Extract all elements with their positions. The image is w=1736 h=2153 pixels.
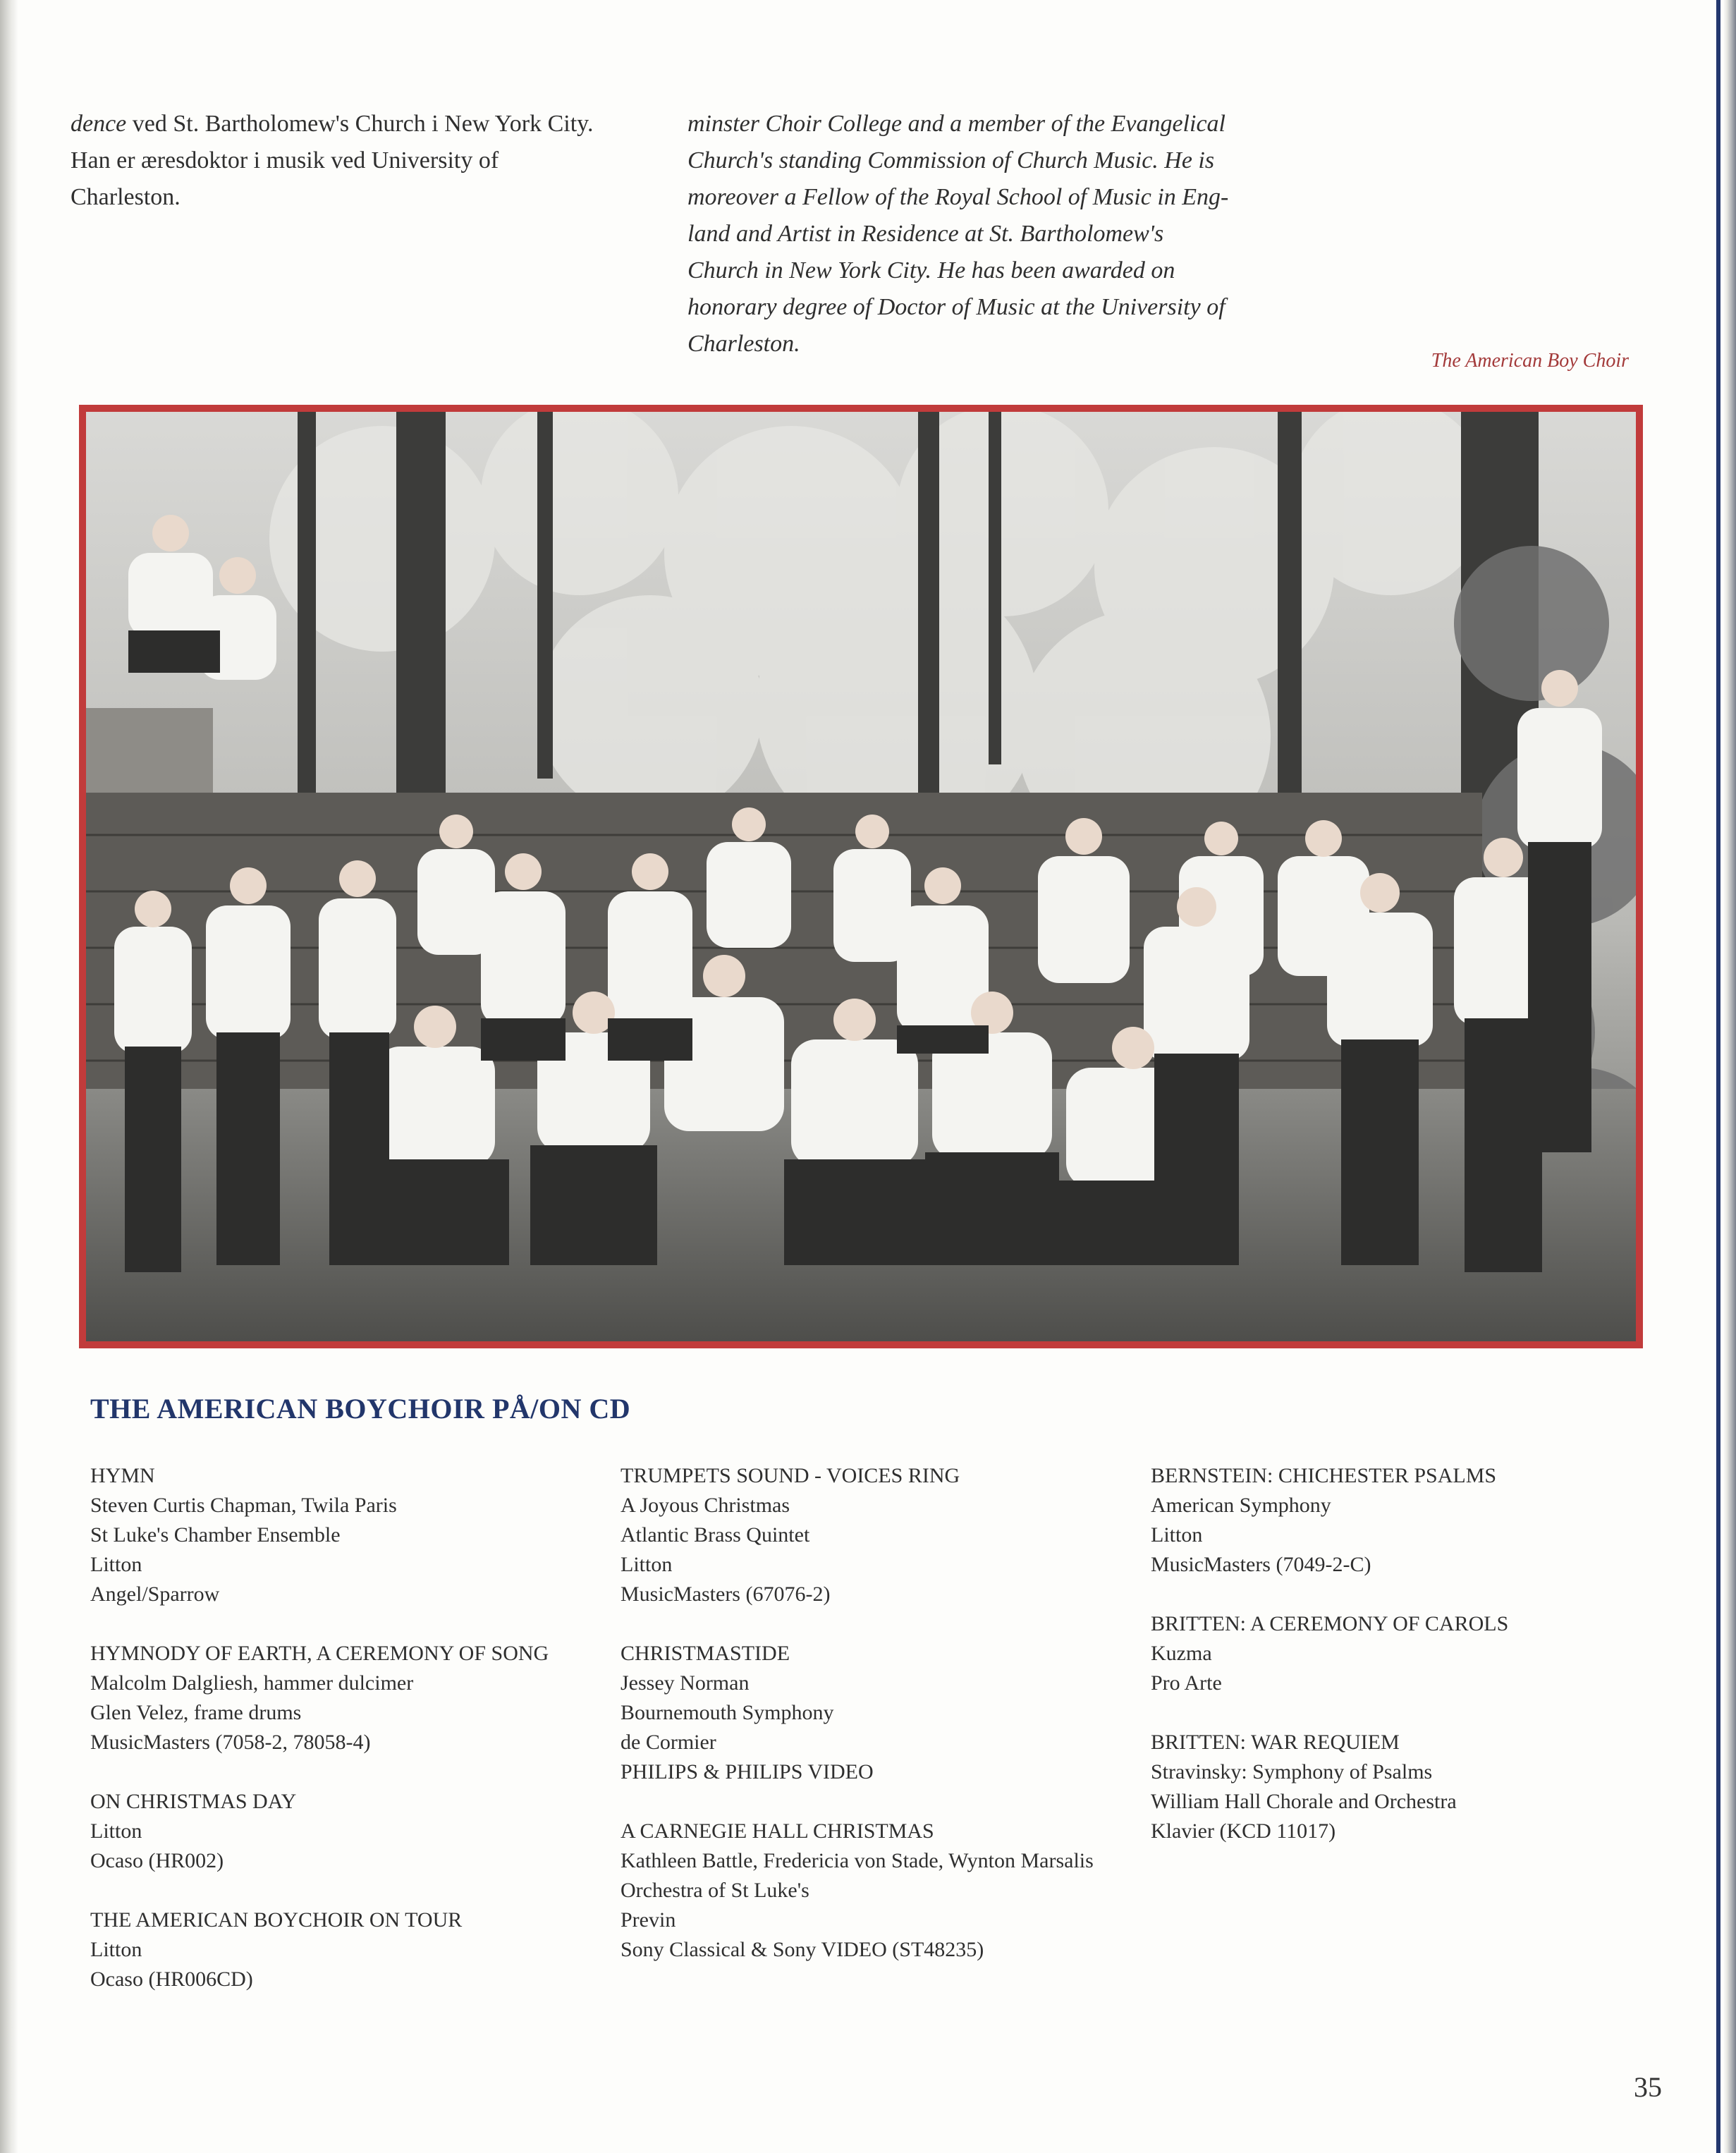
album-detail: Steven Curtis Chapman, Twila Paris xyxy=(90,1494,397,1517)
album-title: ON CHRISTMAS DAY xyxy=(90,1790,297,1813)
english-bio-line: moreover a Fellow of the Royal School of Music in Eng- xyxy=(687,184,1229,210)
album-title: BERNSTEIN: CHICHESTER PSALMS xyxy=(1151,1464,1497,1487)
album-detail: Kuzma xyxy=(1151,1642,1212,1665)
album-detail: Jessey Norman xyxy=(621,1671,750,1695)
discography-column-1 xyxy=(90,1461,626,2024)
album-entry xyxy=(90,1905,626,1994)
page-number: 35 xyxy=(1634,2071,1662,2103)
album-detail: Litton xyxy=(621,1553,673,1576)
english-bio-line: land and Artist in Residence at St. Bartholomew's xyxy=(687,221,1164,247)
album-detail: Klavier (KCD 11017) xyxy=(1151,1819,1336,1843)
album-detail: Ocaso (HR006CD) xyxy=(90,1968,253,1991)
album-entry xyxy=(90,1787,626,1876)
english-bio-line: Charleston. xyxy=(687,331,800,357)
album-detail: Ocaso (HR002) xyxy=(90,1849,224,1872)
album-detail: Stravinsky: Symphony of Psalms xyxy=(1151,1760,1433,1783)
album-detail: Atlantic Brass Quintet xyxy=(621,1523,810,1547)
album-entry xyxy=(1151,1609,1687,1698)
english-bio-line: Church in New York City. He has been awarded on xyxy=(687,257,1175,283)
album-detail: Bournemouth Symphony xyxy=(621,1701,834,1724)
album-title: HYMN xyxy=(90,1464,155,1487)
discography-column-2 xyxy=(621,1461,1156,1994)
album-detail: Sony Classical & Sony VIDEO (ST48235) xyxy=(621,1938,984,1961)
album-detail: St Luke's Chamber Ensemble xyxy=(90,1523,341,1547)
album-detail: Malcolm Dalgliesh, hammer dulcimer xyxy=(90,1671,414,1695)
album-detail: MusicMasters (7049-2-C) xyxy=(1151,1553,1371,1576)
album-detail: Pro Arte xyxy=(1151,1671,1222,1695)
album-entry xyxy=(1151,1461,1687,1580)
english-bio-line: honorary degree of Doctor of Music at the University of xyxy=(687,294,1225,320)
bio-lead-word: dence xyxy=(71,111,127,137)
album-entry xyxy=(621,1461,1156,1609)
album-entry xyxy=(621,1639,1156,1787)
album-entry xyxy=(621,1817,1156,1965)
bio-line-2: Han er æresdoktor i musik ved University of xyxy=(71,147,499,173)
album-detail: Kathleen Battle, Fredericia von Stade, Wynton Marsalis xyxy=(621,1849,1094,1872)
danish-bio-text xyxy=(71,106,635,216)
album-detail: A Joyous Christmas xyxy=(621,1494,790,1517)
album-detail: William Hall Chorale and Orchestra xyxy=(1151,1790,1457,1813)
album-entry xyxy=(1151,1728,1687,1846)
album-title: HYMNODY OF EARTH, A CEREMONY OF SONG xyxy=(90,1642,549,1665)
album-entry xyxy=(90,1461,626,1609)
album-title: THE AMERICAN BOYCHOIR ON TOUR xyxy=(90,1908,463,1932)
english-bio-line: minster Choir College and a member of the Evangelical xyxy=(687,111,1225,137)
album-detail: de Cormier xyxy=(621,1731,716,1754)
album-detail: MusicMasters (67076-2) xyxy=(621,1582,831,1606)
english-bio-text xyxy=(687,106,1252,362)
bio-line-1: ved St. Bartholomew's Church i New York City. xyxy=(126,111,594,137)
page-gutter-shadow xyxy=(0,0,18,2153)
album-detail: American Symphony xyxy=(1151,1494,1331,1517)
english-bio-line: Church's standing Commission of Church Music. He is xyxy=(687,147,1215,173)
album-detail: PHILIPS & PHILIPS VIDEO xyxy=(621,1760,874,1783)
album-detail: Orchestra of St Luke's xyxy=(621,1879,809,1902)
discography-column-3 xyxy=(1151,1461,1687,1876)
photo-caption: The American Boy Choir xyxy=(1431,350,1629,372)
album-title: BRITTEN: A CEREMONY OF CAROLS xyxy=(1151,1612,1509,1635)
choir-photo-illustration xyxy=(86,412,1636,1341)
discography-heading: THE AMERICAN BOYCHOIR PÅ/ON CD xyxy=(90,1393,631,1425)
album-title: CHRISTMASTIDE xyxy=(621,1642,790,1665)
album-detail: Litton xyxy=(90,1819,142,1843)
album-title: TRUMPETS SOUND - VOICES RING xyxy=(621,1464,960,1487)
album-title: BRITTEN: WAR REQUIEM xyxy=(1151,1731,1400,1754)
album-detail: Litton xyxy=(90,1553,142,1576)
page-edge-right xyxy=(1723,0,1736,2153)
album-detail: MusicMasters (7058-2, 78058-4) xyxy=(90,1731,371,1754)
album-detail: Litton xyxy=(90,1938,142,1961)
bio-line-3: Charleston. xyxy=(71,184,181,210)
album-title: A CARNEGIE HALL CHRISTMAS xyxy=(621,1819,934,1843)
album-detail: Angel/Sparrow xyxy=(90,1582,220,1606)
album-entry xyxy=(90,1639,626,1757)
blue-edge-rule xyxy=(1716,0,1720,2153)
choir-photo xyxy=(79,405,1643,1348)
album-detail: Litton xyxy=(1151,1523,1203,1547)
album-detail: Previn xyxy=(621,1908,676,1932)
album-detail: Glen Velez, frame drums xyxy=(90,1701,302,1724)
